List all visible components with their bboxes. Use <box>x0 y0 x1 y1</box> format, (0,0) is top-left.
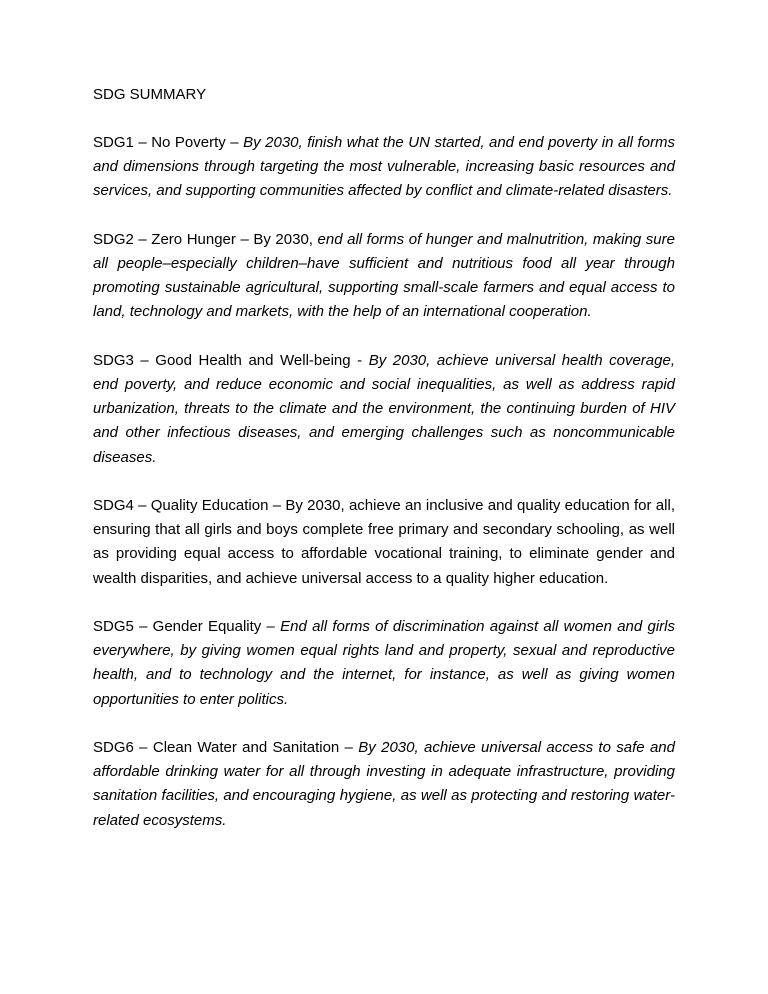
sdg4-heading: SDG4 – Quality Education – <box>93 497 286 514</box>
sdg6-paragraph <box>93 736 675 833</box>
sdg2-paragraph <box>93 228 675 325</box>
sdg5-heading: SDG5 – Gender Equality – <box>93 618 281 635</box>
sdg4-paragraph <box>93 494 675 591</box>
sdg1-description: By 2030, finish what the UN started, and end poverty in all forms and dimensions through targeting the most vulnerable, increasing basic resources and services, and supporting communities affected by conflict and climate-related disasters. <box>93 134 675 200</box>
sdg6-heading: SDG6 – Clean Water and Sanitation – <box>93 739 359 756</box>
sdg1-heading: SDG1 – No Poverty – <box>93 134 244 151</box>
sdg3-heading: SDG3 – Good Health and Well-being - <box>93 351 369 369</box>
sdg2-description: end all forms of hunger and malnutrition, making sure all people–especially children–have sufficient and nutritious food all year through promoting sustainable agricultural, supporting small-scale farmers and equal access to land, technology and markets, with the help of an international cooperation. <box>93 230 675 321</box>
sdg5-description: End all forms of discrimination against all women and girls everywhere, by giving women equal rights land and property, sexual and reproductive health, and to technology and the internet, for instance, as well as giving women opportunities to enter politics. <box>93 618 675 708</box>
sdg5-paragraph <box>93 615 675 712</box>
sdg3-paragraph <box>93 349 675 470</box>
document-title: SDG SUMMARY <box>93 86 207 103</box>
sdg6-description: By 2030, achieve universal access to safe and affordable drinking water for all through investing in adequate infrastructure, providing sanitation facilities, and encouraging hygiene, as well as protecting and restoring water-related ecosystems. <box>93 739 675 829</box>
sdg1-paragraph <box>93 131 675 204</box>
sdg3-description: By 2030, achieve universal health coverage, end poverty, and reduce economic and social inequalities, as well as address rapid urbanization, threats to the climate and the environment, the continuing burden of HIV and other infectious diseases, and emerging challenges such as noncommunicable diseases. <box>93 351 675 466</box>
sdg2-heading: SDG2 – Zero Hunger – By 2030, <box>93 230 318 248</box>
sdg4-description: By 2030, achieve an inclusive and quality education for all, ensuring that all girls and boys complete free primary and secondary schooling, as well as providing equal access to affordable vocational training, to eliminate gender and wealth disparities, and achieve universal access to a quality higher education. <box>93 497 675 587</box>
document-page <box>93 83 675 857</box>
